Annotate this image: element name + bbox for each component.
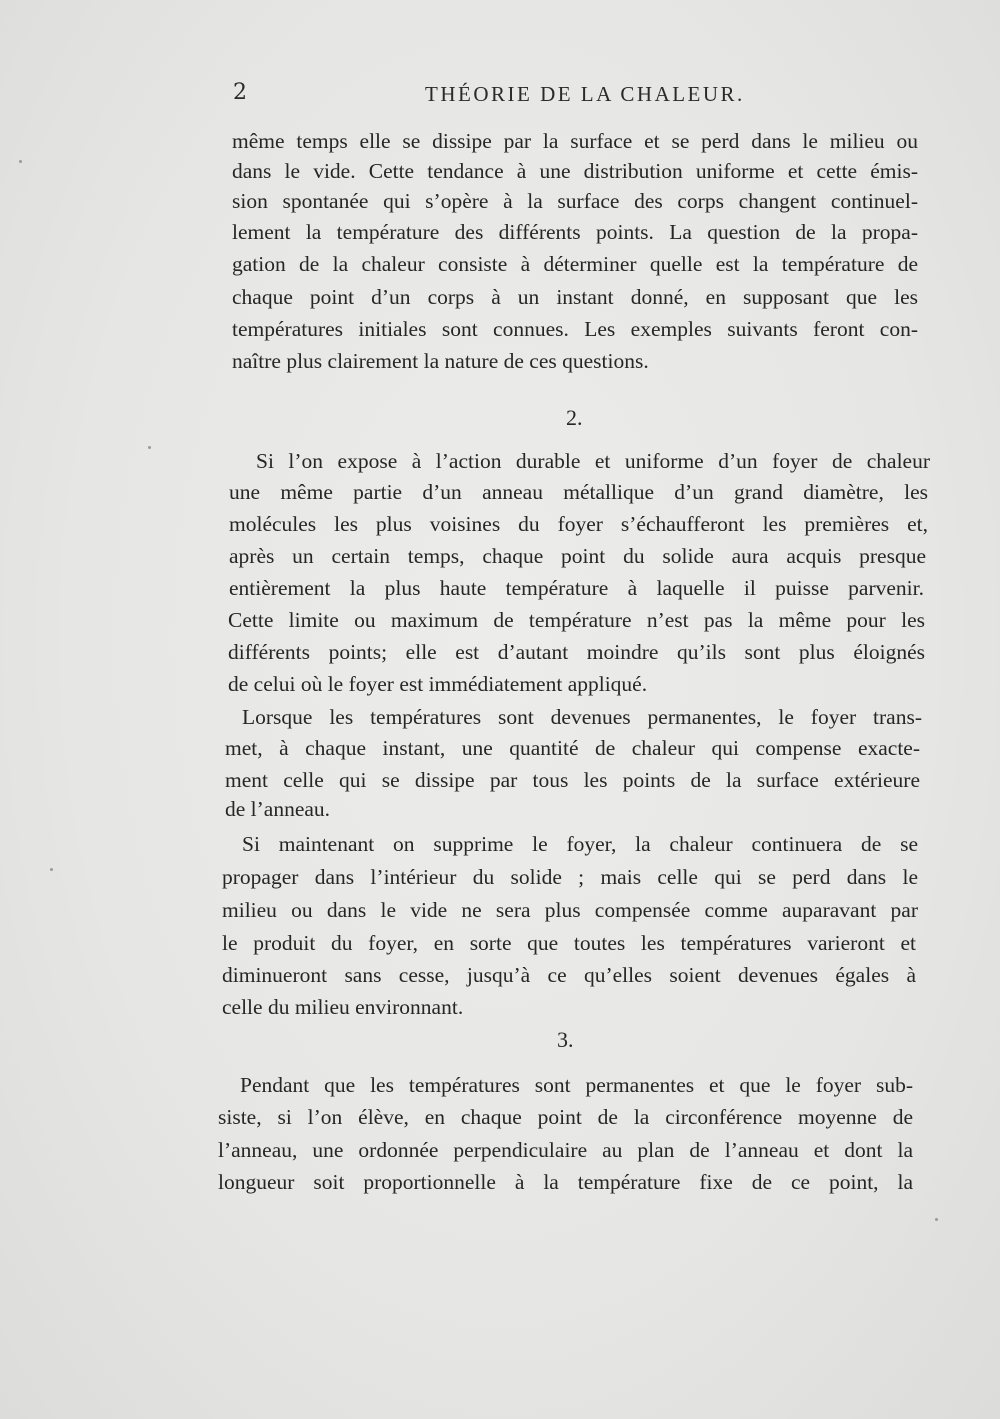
text-line: Si maintenant on supprime le foyer, la chaleur continuera de se [242, 832, 918, 856]
text-line: après un certain temps, chaque point du solide aura acquis presque [229, 544, 926, 568]
text-line: siste, si l’on élève, en chaque point de la circonférence moyenne de [218, 1105, 913, 1129]
text-line: molécules les plus voisines du foyer s’échaufferont les premières et, [229, 512, 928, 536]
text-line: naître plus clairement la nature de ces questions. [232, 349, 649, 373]
text-line: sion spontanée qui s’opère à la surface des corps changent continuel- [232, 189, 918, 213]
text-line: une même partie d’un anneau métallique d’un grand diamètre, les [229, 480, 928, 504]
text-line: de l’anneau. [225, 797, 331, 821]
text-line: Pendant que les températures sont permanentes et que le foyer sub- [240, 1073, 913, 1097]
text-line: longueur soit proportionnelle à la température fixe de ce point, la [218, 1170, 913, 1194]
text-line: l’anneau, une ordonnée perpendiculaire au plan de l’anneau et dont la [218, 1138, 913, 1162]
running-head: THÉORIE DE LA CHALEUR. [425, 82, 745, 106]
section-number: 2. [566, 405, 583, 430]
text-line: Lorsque les températures sont devenues permanentes, le foyer trans- [242, 705, 922, 729]
text-line: entièrement la plus haute température à laquelle il puisse parvenir. [229, 576, 924, 600]
text-line: dans le vide. Cette tendance à une distribution uniforme et cette émis- [232, 159, 918, 183]
scan-speck [935, 1218, 938, 1221]
scan-speck [19, 160, 22, 163]
scan-speck [50, 868, 53, 871]
text-line: diminueront sans cesse, jusqu’à ce qu’elles soient devenues égales à [222, 963, 916, 987]
text-line: ment celle qui se dissipe par tous les points de la surface extérieure [225, 768, 920, 792]
scan-speck [148, 446, 151, 449]
text-line: gation de la chaleur consiste à déterminer quelle est la température de [232, 252, 918, 276]
text-line: différents points; elle est d’autant moindre qu’ils sont plus éloignés [228, 640, 925, 664]
text-line: chaque point d’un corps à un instant donné, en supposant que les [232, 285, 918, 309]
text-line: celle du milieu environnant. [222, 995, 464, 1019]
text-line: lement la température des différents points. La question de la propa- [232, 220, 918, 244]
text-line: met, à chaque instant, une quantité de chaleur qui compense exacte- [225, 736, 920, 760]
page-number: 2 [233, 80, 247, 105]
text-line: Si l’on expose à l’action durable et uniforme d’un foyer de chaleur [256, 449, 930, 473]
text-line: le produit du foyer, en sorte que toutes les températures varieront et [222, 931, 916, 955]
text-line: de celui où le foyer est immédiatement appliqué. [228, 672, 648, 696]
text-line: même temps elle se dissipe par la surface et se perd dans le milieu ou [232, 129, 918, 153]
text-line: milieu ou dans le vide ne sera plus compensée comme auparavant par [222, 898, 918, 922]
text-line: Cette limite ou maximum de température n’est pas la même pour les [228, 608, 925, 632]
section-number: 3. [557, 1027, 574, 1052]
text-line: propager dans l’intérieur du solide ; mais celle qui se perd dans le [222, 865, 918, 889]
text-line: températures initiales sont connues. Les exemples suivants feront con- [232, 317, 918, 341]
